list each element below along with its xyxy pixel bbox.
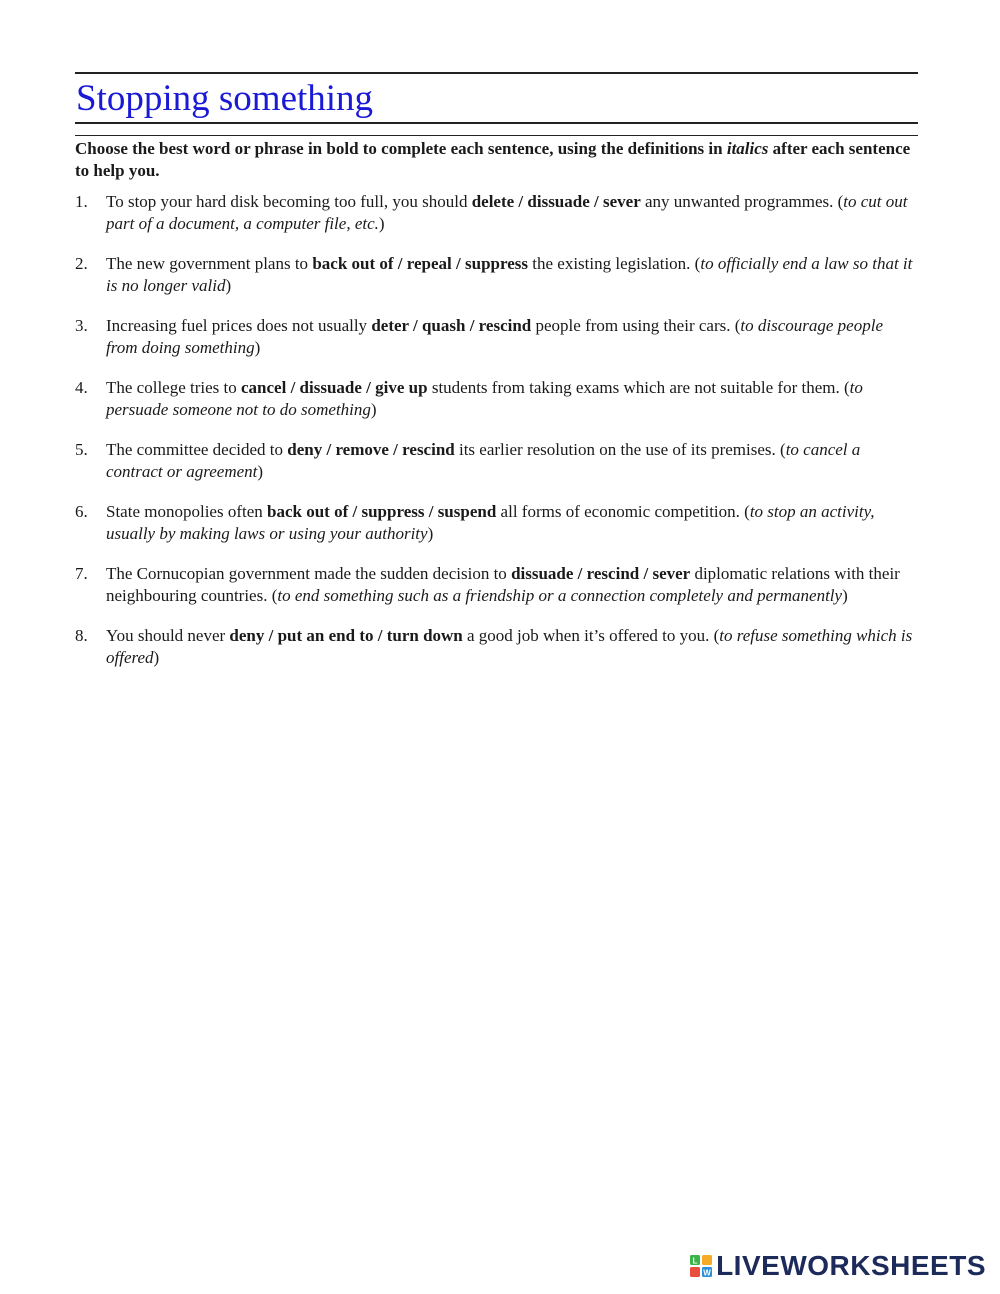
question-item (75, 315, 918, 359)
top-rule (75, 72, 918, 74)
answer-options[interactable]: deny / put an end to / turn down (229, 626, 463, 645)
definition: to officially end a law so that it is no longer valid (106, 254, 913, 295)
logo-letter: L (692, 1256, 698, 1266)
question-text: To stop your hard disk becoming too full, you should (106, 192, 472, 211)
question-item (75, 625, 918, 669)
instructions-rule (75, 135, 918, 136)
logo-letter: W (703, 1268, 711, 1277)
question-number: 8. (75, 626, 88, 645)
question-list (75, 191, 918, 669)
question-item (75, 563, 918, 607)
definition: to cut out part of a document, a computer file, etc. (106, 192, 908, 233)
question-item (75, 377, 918, 421)
answer-options[interactable]: deter / quash / rescind (371, 316, 532, 335)
question-text: State monopolies often (106, 502, 268, 521)
question-text: The committee decided to (106, 440, 288, 459)
closing-paren: ) (225, 276, 232, 295)
question-text-after: people from using their cars. ( (531, 316, 741, 335)
definition: to stop an activity, usually by making laws or using your authority (106, 502, 875, 543)
answer-options[interactable]: back out of / suppress / suspend (267, 502, 497, 521)
closing-paren: ) (842, 586, 848, 605)
closing-paren: ) (254, 338, 261, 357)
question-text-after: a good job when it’s offered to you. ( (462, 626, 720, 645)
question-item (75, 253, 918, 297)
closing-paren: ) (370, 400, 377, 419)
instructions-italic-word: italics (726, 139, 769, 158)
definition: to discourage people from doing something (106, 316, 883, 357)
question-text-after: the existing legislation. ( (528, 254, 701, 273)
closing-paren: ) (257, 462, 264, 481)
question-number: 6. (75, 502, 88, 521)
question-number: 7. (75, 564, 88, 583)
question-text-after: diplomatic relations with their neighbouring countries. ( (106, 564, 900, 605)
liveworksheets-logo-icon (690, 1255, 712, 1277)
brand-name: LIVEWORKSHEETS (716, 1250, 986, 1281)
question-text-after: any unwanted programmes. ( (640, 192, 844, 211)
question-text-after: students from taking exams which are not suitable for them. ( (427, 378, 850, 397)
answer-options[interactable]: dissuade / rescind / sever (511, 564, 691, 583)
liveworksheets-brand[interactable] (690, 1250, 986, 1282)
instructions (75, 138, 918, 186)
definition: to refuse something which is offered (106, 626, 913, 667)
page-title: Stopping something (76, 78, 374, 119)
instructions-text: Choose the best word or phrase in bold to complete each sentence, using the definitions in (75, 139, 727, 158)
answer-options[interactable]: cancel / dissuade / give up (241, 378, 428, 397)
question-item (75, 501, 918, 545)
question-text: The college tries to (106, 378, 242, 397)
question-number: 3. (75, 316, 88, 335)
closing-paren: ) (378, 214, 385, 233)
answer-options[interactable]: delete / dissuade / sever (471, 192, 641, 211)
question-number: 2. (75, 254, 88, 273)
definition: to persuade someone not to do something (106, 378, 863, 419)
question-text: The new government plans to (106, 254, 313, 273)
question-number: 1. (75, 192, 88, 211)
question-number: 4. (75, 378, 88, 397)
closing-paren: ) (427, 524, 434, 543)
closing-paren: ) (153, 648, 160, 667)
definition: to end something such as a friendship or a connection completely and permanently (277, 586, 843, 605)
question-item (75, 191, 918, 235)
question-text-after: all forms of economic competition. ( (496, 502, 750, 521)
question-text: Increasing fuel prices does not usually (106, 316, 372, 335)
title-rule (75, 122, 918, 124)
question-item (75, 439, 918, 483)
instructions-text-end: after each sentence to help you. (75, 139, 911, 180)
answer-options[interactable]: deny / remove / rescind (287, 440, 455, 459)
worksheet-page (75, 72, 918, 687)
question-text-after: its earlier resolution on the use of its premises. ( (454, 440, 786, 459)
question-text: The Cornucopian government made the sudden decision to (106, 564, 512, 583)
question-text: You should never (106, 626, 230, 645)
answer-options[interactable]: back out of / repeal / suppress (312, 254, 528, 273)
definition: to cancel a contract or agreement (106, 440, 861, 481)
question-number: 5. (75, 440, 88, 459)
